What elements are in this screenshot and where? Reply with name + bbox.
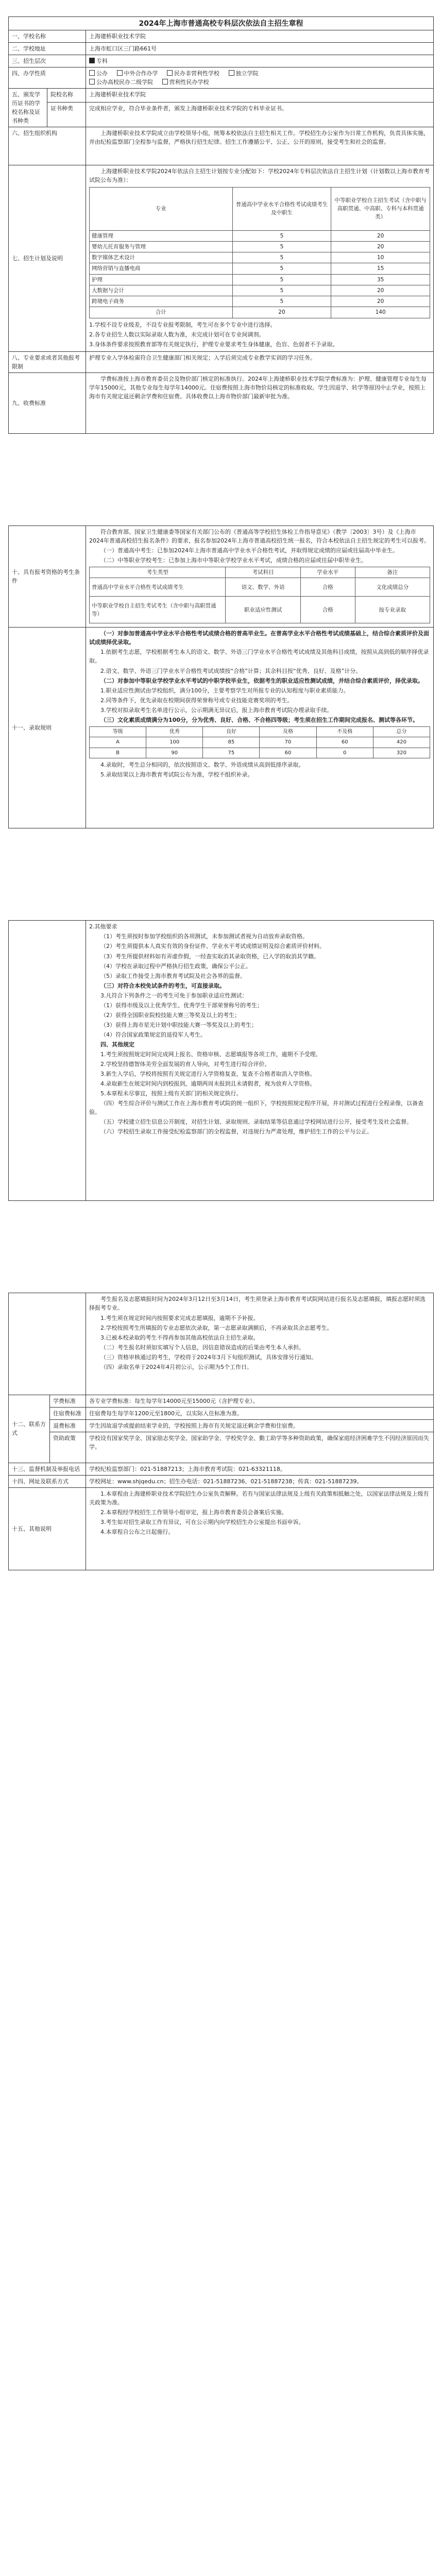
sub-label: 住宿费标准 [50,1407,86,1419]
cell: 20 [331,296,430,307]
paragraph: 5.本章程未尽事宜，按照上级有关部门的相关规定执行。 [100,1090,242,1097]
row-value [86,372,434,433]
row-value: 上海建桥职业技术学院 [86,30,434,43]
paragraph: （二）考生报名时须如实填写个人信息，因信息错误造成的后果由考生本人承担。 [100,1344,304,1351]
row-label: 八、专业要求或者其他报考限制 [9,351,86,372]
paragraph: 1.职业适应性测试由学校组织，满分100分，主要考察学生对所报专业的认知程度与职业素质能力。 [100,687,349,694]
cell: 5 [232,285,331,296]
paragraph: 3.凡符合下列条件之一的考生可免于参加职业适应性测试： [100,992,248,999]
other-row [9,1488,434,1570]
table-row [90,578,430,597]
contact-row-3 [9,1419,434,1432]
cell: 文化成绩总分 [355,578,430,597]
cell: 140 [331,307,430,318]
nature-row [9,67,434,89]
charter-table-4 [8,1293,434,1570]
paragraph: （二）中等职业学校考生：已参加上海市中等职业学校学业水平考试，成绩合格的应届或往届中职毕业生。 [100,557,367,564]
continuation-content [86,921,434,1201]
table-row [90,737,430,748]
contact-row-4 [9,1432,434,1463]
paragraph: 2.同等条件下，优先录取在校期间获得荣誉称号或专业技能竞赛奖项的考生。 [100,697,293,704]
cell: 5 [232,252,331,263]
option-label: 公办 [96,70,108,77]
option-item [89,78,153,87]
conditions-content [86,526,434,627]
row-value: 学生因故退学或提前结束学业的，学校按照上海市有关规定退还剩余学费和住宿费。 [86,1419,434,1432]
cell: 合格 [300,597,355,623]
paragraph: 上海建桥职业技术学院2024年依法自主招生计划按专业分配如下：学校2024年专科层次依法自主招生计划（计划数以上海市教育考试院公布为准）： [89,168,430,184]
paragraph: （2）获得全国职业院校技能大赛三等奖及以上的考生； [100,1011,240,1019]
org-row [9,127,434,165]
checkbox-icon [117,70,123,76]
row-value: 各专业学费标准：每生每学年14000元至15000元（含护理专业）。 [86,1395,434,1407]
paragraph: （五）学校建立招生信息公开制度，对招生计划、录取规则、录取结果等信息通过学校网站进行公开，接受考生及社会监督。 [100,1118,412,1126]
cell: 婴幼儿托育服务与管理 [90,241,233,252]
note-line: 1.学校不设专业级差，不设专业报考限制，考生可在多个专业中进行选择。 [89,321,276,328]
cell: 35 [331,274,430,285]
table-total-row [90,307,430,318]
row-label: 十一、录取规则 [9,628,86,828]
header-cell: 不及格 [316,726,373,737]
header-cell: 及格 [260,726,316,737]
header-cell: 学业水平 [300,567,355,578]
paragraph: 5.录取结果以上海市教育考试院公布为准，学校不组织补录。 [100,771,253,778]
sub-label: 院校名称 [47,89,86,103]
header-cell: 考生类型 [90,567,226,578]
web-row [9,1475,434,1487]
checkbox-icon [229,70,234,76]
cell: 合格 [300,578,355,597]
bold-paragraph: 四、其他规定 [100,1041,134,1048]
option-label: 专科 [96,58,108,65]
conditions-row [9,526,434,627]
cell: 100 [146,737,203,748]
header-cell: 良好 [203,726,260,737]
row-label: 十二、联系方式 [9,1395,50,1463]
paragraph: 2.学校按照考生所填报的专业志愿依次录取，第一志愿录取满额后，不再录取其余志愿考生。 [100,1324,333,1331]
page-title: 2024年上海市普通高校专科层次依法自主招生章程 [8,16,434,30]
paragraph: 1.依据考生志愿，学校根据考生本人的语文、数学、外语三门学业水平合格性考试成绩及其他科目成绩，按照从高到低的顺序择优录取。 [89,649,429,665]
row-label: 九、收费标准 [9,372,86,433]
cell: 5 [232,296,331,307]
cell: 护理 [90,274,233,285]
issuer-row-1 [9,89,434,103]
table-row [90,274,430,285]
header-cell: 备注 [355,567,430,578]
plan-table [89,187,430,318]
paragraph: （一）普通高中考生：已参加2024年上海市普通高中学业水平合格性考试，并取得规定成绩的应届或往届高中毕业生。 [100,547,398,554]
header-cell: 考试科目 [226,567,300,578]
cell: 20 [331,241,430,252]
plan-row [9,165,434,351]
school-address-row [9,43,434,55]
row-value: 上海市虹口区三门路661号 [86,43,434,55]
header-cell: 等级 [90,726,146,737]
cell: 合计 [90,307,233,318]
cell: 60 [316,737,373,748]
paragraph: 上海建桥职业技术学院成立由学校领导小组，统筹本校依法自主招生相关工作。学校招生办公室作为日常工作机构，负责具体实施，并由纪检监察部门全程参与监督，严格执行招生纪律。招生工作遵循公平、公正、公开的原则，接受考生和社会的监督。 [89,130,429,146]
row-value: 住宿费每生每学年1200元至1800元，以实际入住标准为准。 [86,1407,434,1419]
paragraph: 3.学校对拟录取考生名单进行公示，公示期满无异议后，报上海市教育考试院办理录取手续。 [100,706,333,714]
charter-table-2 [8,526,434,829]
cell: 职业适应性测试 [226,597,300,623]
paragraph: 4.录取新生在规定时间内到校报到，逾期两周未报到且未请假者，视为放弃入学资格。 [100,1080,316,1088]
paragraph: （4）学校在录取过程中严格执行招生政策，确保公平公正。 [100,962,251,970]
cell: 420 [373,737,430,748]
cell: 数字媒体艺术设计 [90,252,233,263]
paragraph: 2.其他要求 [89,923,117,930]
checkbox-icon [89,79,95,84]
other-content [86,1488,434,1570]
row-label: 十四、网址及联系方式 [9,1475,86,1487]
cell: 大数据与会计 [90,285,233,296]
row-options [86,55,434,67]
paragraph: （四）考生综合评价与测试工作在上海市教育考试院的统一组织下，学校按照规定程序开展，并对测试过程进行全程录像，以备查验。 [89,1100,423,1116]
sub-label: 学费标准 [50,1395,86,1407]
header-cell: 优秀 [146,726,203,737]
admission-row [9,628,434,828]
paragraph: （2）考生须提供本人真实有效的身份证件、学业水平考试成绩证明及综合素质评价材料。 [100,943,325,950]
table-row [90,285,430,296]
option-label: 营利性民办学校 [169,79,209,86]
score-header [90,726,430,737]
table-row [90,748,430,758]
note-line: 3.身体条件要求按照教育部等有关规定执行，护理专业要求考生身体健康，色盲、色弱者不予录取。 [89,341,338,348]
option-label: 中外合作办学 [124,70,158,77]
paragraph: 1.考生须在规定时间内按照要求完成志愿填报，逾期不予补报。 [100,1314,259,1321]
paragraph: 1.本章程由上海建桥职业技术学院招生办公室负责解释。若有与国家法律法规及上级有关政策相抵触之处，以国家法律法规及上级有关政策为准。 [89,1490,429,1506]
score-table [89,726,430,759]
cell: 5 [232,263,331,274]
paragraph: （1）获得市级及以上优秀学生、优秀学生干部荣誉称号的考生； [100,1002,263,1009]
row-value [86,127,434,165]
paragraph: （5）录取工作接受上海市教育考试院及社会各界的监督。 [100,972,246,979]
cell: 网络营销与直播电商 [90,263,233,274]
option-label: 民办非营利性学校 [174,70,219,77]
paragraph: 1.考生须按照规定时间完成网上报名、资格审核、志愿填报等各项工作，逾期不予受理。 [100,1051,321,1058]
row-label: 七、招生计划及说明 [9,165,86,351]
option-item [89,57,108,65]
row-label: 十、具有报考资格的考生条件 [9,526,86,627]
row-label: 二、学校地址 [9,43,86,55]
cell: 20 [331,285,430,296]
row-label: 四、办学性质 [9,67,86,89]
paragraph: 3.已被本校录取的考生不得再参加其他高校依法自主招生录取。 [100,1334,259,1341]
level-row [9,55,434,67]
paragraph: 符合教育部、国家卫生健康委等国家有关部门公布的《普通高等学校招生体检工作指导意见》（教学〔2003〕3号）及《上海市2024年普通高校招生报名条件》的要求，报名参加2024年上海市普通高校招生统一报名，符合本校依法自主招生规定的考生可以报考。 [89,528,430,544]
paragraph: 3.考生如对招生录取工作有异议，可在公示期内向学校招生办公室提出书面申诉。 [100,1519,304,1526]
paragraph: 4.录取时，考生总分相同的，依次按照语文、数学、外语成绩从高到低排序录取。 [100,761,304,769]
cell: 5 [232,241,331,252]
paragraph: （三）资格审核通过的考生，学校将于2024年3月下旬组织测试，具体安排另行通知。 [100,1353,317,1361]
plan-table-header [90,187,430,230]
cell: 20 [232,307,331,318]
paragraph: （3）获得上海市星光计划中职技能大赛一等奖及以上的考生； [100,1021,257,1028]
admission-content [86,628,434,828]
row-label: 六、招生组织机构 [9,127,86,165]
row-options [86,67,434,89]
cell: 0 [316,748,373,758]
cell: 跨境电子商务 [90,296,233,307]
cell: A [90,737,146,748]
row-value: 护理专业入学体检需符合卫生健康部门相关规定；入学后须完成专业教学实训的学习任务。 [86,351,434,372]
school-name-row [9,30,434,43]
limits-row [9,351,434,372]
note-line: 2.各专业招生人数以实际录取人数为准，未完成计划可在专业间调剂。 [89,331,265,338]
contact-row-1 [9,1395,434,1407]
contact-row-2 [9,1407,434,1419]
paragraph: 2.本章程经学校招生工作领导小组审定，报上海市教育委员会备案后实施。 [100,1509,287,1516]
intro-content [86,1293,434,1395]
row-value: 学校网址：www.shjqedu.cn；招生办电话：021-51887236、021-51887238；传真：021-51887239。 [86,1475,434,1487]
header-cell: 总分 [373,726,430,737]
fees-row [9,372,434,433]
option-item [229,69,259,78]
cell: 15 [331,263,430,274]
bold-paragraph: （三）对符合本校免试条件的考生，可直接录取。 [100,982,225,989]
header-cell: 专业 [90,187,233,230]
paragraph: 3.新生入学后，学校将按照有关规定进行入学资格复查，复查不合格者取消入学资格。 [100,1071,316,1078]
option-item [117,69,158,78]
option-label: 公办高校民办二级学院 [96,79,153,86]
header-cell: 中等职业学校自主招生考试（含中职与高职贯通、中高职、专科与本科贯通类） [331,187,430,230]
paragraph: （六）学校招生录取工作接受纪检监察部门的全程监督，对违规行为严肃处理，维护招生工作的公平与公正。 [100,1128,372,1136]
supervise-row [9,1463,434,1475]
cell: 20 [331,230,430,241]
option-label: 独立学院 [235,70,259,77]
paragraph: 考生报名及志愿填报时间为2024年3月12日至3月14日，考生须登录上海市教育考试院网站进行报名及志愿填报，填报志愿时须选择报考专业。 [89,1296,426,1312]
paragraph: 2.学校坚持德智体美劳全面发展的育人导向，对考生进行综合评价。 [100,1061,270,1068]
charter-table-1 [8,30,434,434]
row-value: 学校设有国家奖学金、国家励志奖学金、国家助学金、学校奖学金、勤工助学等多种资助政策，确保家庭经济困难学生不因经济原因而失学。 [86,1432,434,1463]
charter-table-3 [8,920,434,1201]
paragraph: （1）考生须按时参加学校组织的各项测试，未参加测试者视为自动放弃录取资格。 [100,933,308,940]
paragraph: （4）符合国家政策规定的退役军人考生。 [100,1031,206,1038]
header-cell: 普通高中学业水平合格性考试成绩考生及中职生 [232,187,331,230]
issuer-row-2 [9,103,434,127]
checkbox-icon [162,79,168,84]
cell: 10 [331,252,430,263]
row-label: 三、招生层次 [9,55,86,67]
bold-paragraph: （一）对参加普通高中学业水平合格性考试成绩合格的普高毕业生。在普高学业水平合格性考试成绩基础上，结合综合素质评价及面试成绩择优录取。 [89,630,429,646]
row-label: 十五、其他说明 [9,1488,86,1570]
row-value: 学校纪检监察部门：021-51887213；上海市教育考试院：021-63321118。 [86,1463,434,1475]
cell: B [90,748,146,758]
row-label: 五、颁发学历证书的学校名称及证书种类 [9,89,47,127]
cell: 75 [203,748,260,758]
conditions-table [89,567,430,623]
sub-label: 退费标准 [50,1419,86,1432]
cell: 85 [203,737,260,748]
bold-paragraph: （二）对参加中等职业学校学业水平考试的中职学校毕业生，依据考生的职业适应性测试成绩，并结合综合素质评价，择优录取。 [100,677,423,684]
paragraph: 2.语文、数学、外语三门学业水平合格性考试成绩按“合格”计算；其余科目按“优秀、良好、及格”计分。 [100,667,362,674]
table-row [90,263,430,274]
cell: 按专业录取 [355,597,430,623]
bold-paragraph: （三）文化素质成绩满分为100分，分为优秀、良好、合格、不合格四等级；考生须在招生工作期间完成报名、测试等各环节。 [100,716,418,723]
row-label: 十三、监督机制及举报电话 [9,1463,86,1475]
option-item [89,69,108,78]
table-row [90,230,430,241]
sub-label: 证书种类 [47,103,86,127]
row-value: 完成相应学业，符合毕业条件者，颁发上海建桥职业技术学院的专科毕业证书。 [86,103,434,127]
cell: 语文、数学、外语 [226,578,300,597]
sub-label: 资助政策 [50,1432,86,1463]
row-value: 上海建桥职业技术学院 [86,89,434,103]
paragraph: 4.本章程自公布之日起施行。 [100,1529,174,1536]
cell: 90 [146,748,203,758]
row-label: 一、学校名称 [9,30,86,43]
continuation-row [9,921,434,1201]
checkbox-icon [89,70,95,76]
table-row [90,252,430,263]
document [8,0,434,1570]
table-row [90,241,430,252]
row-label [9,921,86,1201]
option-item [162,78,209,87]
checkbox-icon [167,70,173,76]
checkbox-checked-icon [89,58,95,63]
intro-row [9,1293,434,1395]
paragraph: （四）录取名单于2024年4月初公示，公示期为5个工作日。 [100,1363,252,1370]
plan-content [86,165,434,351]
cell: 中等职业学校自主招生考试考生（含中职与高职贯通等） [90,597,226,623]
cell: 60 [260,748,316,758]
cell: 70 [260,737,316,748]
cell: 5 [232,230,331,241]
paragraph: （3）考生所提供材料如有弄虚作假，一经查实取消其录取资格，已入学的取消其学籍。 [100,953,319,960]
table-row [90,296,430,307]
cell: 普通高中学业水平合格性考试成绩考生 [90,578,226,597]
option-item [167,69,219,78]
cell: 320 [373,748,430,758]
row-label [9,1293,86,1395]
paragraph: 学费标准按上海市教育委员会及物价部门核定的标准执行。2024年上海建桥职业技术学院学费标准为：护理、健康管理专业每生每学年15000元，其他专业每生每学年14000元。住宿费按照上海市物价局核定的标准收取。学生因退学、转学等原因中止学业，按照上海市有关规定退还剩余学费和住宿费。具体收费以上海市物价部门最新审批为准。 [89,375,427,400]
cell: 5 [232,274,331,285]
conditions-table-header [90,567,430,578]
cell: 健康管理 [90,230,233,241]
table-row [90,597,430,623]
